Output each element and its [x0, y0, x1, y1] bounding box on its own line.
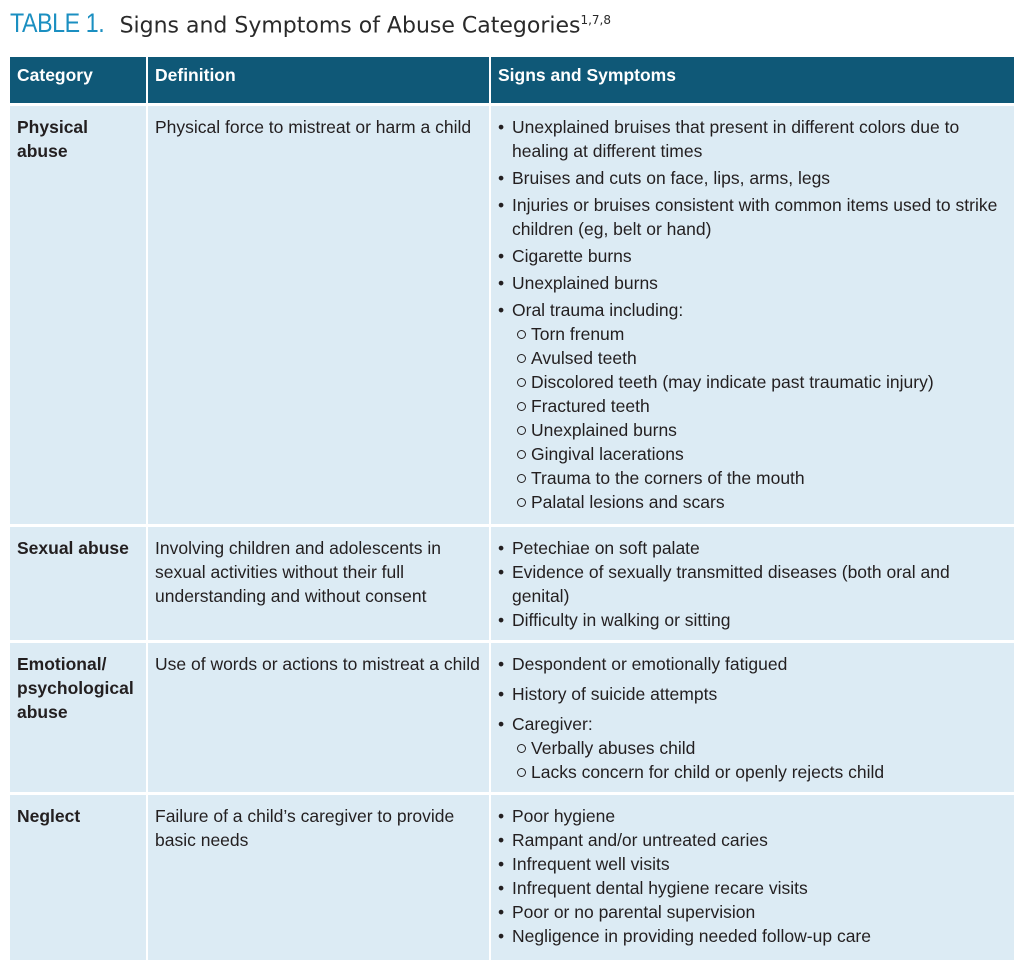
sign-item: • Unexplained bruises that present in different colors due to healing at different times: [498, 115, 1006, 163]
sub-sign-item: Torn frenum: [516, 322, 1006, 346]
sub-sign-item: Unexplained burns: [516, 418, 1006, 442]
reference-superscript: 1,7,8: [580, 12, 612, 27]
sub-sign-item: Gingival lacerations: [516, 442, 1006, 466]
sub-sign-item: Lacks concern for child or openly rejects child: [516, 760, 1006, 784]
sub-signs-list: [512, 322, 1006, 514]
signs-list: [498, 804, 1006, 948]
table-title: [120, 13, 611, 38]
signs-cell: [490, 105, 1014, 526]
sub-sign-item: Verbally abuses child: [516, 736, 1006, 760]
sign-item: • Rampant and/or untreated caries: [498, 828, 1006, 852]
sign-item-label: Caregiver:: [512, 714, 593, 734]
definition-cell: Involving children and adolescents in sexual activities without their full understanding and without consent: [147, 526, 490, 642]
sign-item: • Bruises and cuts on face, lips, arms, legs: [498, 166, 1006, 190]
signs-list: [498, 652, 1006, 784]
sign-item: • Difficulty in walking or sitting: [498, 608, 1006, 632]
signs-cell: [490, 526, 1014, 642]
sub-sign-item: Trauma to the corners of the mouth: [516, 466, 1006, 490]
category-cell: Sexual abuse: [10, 526, 147, 642]
table-row: [10, 642, 1014, 794]
sign-item: • Evidence of sexually transmitted diseases (both oral and genital): [498, 560, 1006, 608]
abuse-signs-table: [10, 57, 1014, 960]
sign-item-with-sublist: [498, 298, 1006, 514]
sign-item: • Despondent or emotionally fatigued: [498, 652, 1006, 676]
table-title-text: Signs and Symptoms of Abuse Categories: [119, 13, 581, 38]
category-cell: Physical abuse: [10, 105, 147, 526]
definition-cell: Use of words or actions to mistreat a child: [147, 642, 490, 794]
category-cell: Emotional/ psychological abuse: [10, 642, 147, 794]
signs-cell: [490, 794, 1014, 960]
definition-cell: Failure of a child’s caregiver to provide basic needs: [147, 794, 490, 960]
category-cell: Neglect: [10, 794, 147, 960]
header-row: [10, 57, 1014, 105]
sign-item: • Infrequent dental hygiene recare visits: [498, 876, 1006, 900]
sign-item: • Unexplained burns: [498, 271, 1006, 295]
signs-cell: [490, 642, 1014, 794]
table-row: [10, 794, 1014, 960]
sub-sign-item: Palatal lesions and scars: [516, 490, 1006, 514]
table-caption: [10, 8, 611, 48]
signs-list: [498, 536, 1006, 632]
sign-item: • Poor or no parental supervision: [498, 900, 1006, 924]
sign-item-with-sublist: [498, 712, 1006, 784]
sign-item-label: Oral trauma including:: [512, 300, 684, 320]
sign-item: • Infrequent well visits: [498, 852, 1006, 876]
sub-signs-list: [512, 736, 1006, 784]
header-signs: Signs and Symptoms: [490, 57, 1014, 105]
header-category: Category: [10, 57, 147, 105]
sign-item: • History of suicide attempts: [498, 682, 1006, 706]
signs-list: [498, 115, 1006, 514]
sign-item: • Negligence in providing needed follow-up care: [498, 924, 1006, 948]
sub-sign-item: Avulsed teeth: [516, 346, 1006, 370]
sub-sign-item: Discolored teeth (may indicate past traumatic injury): [516, 370, 1006, 394]
sign-item: • Cigarette burns: [498, 244, 1006, 268]
table-row: [10, 105, 1014, 526]
sign-item: • Injuries or bruises consistent with common items used to strike children (eg, belt or hand): [498, 193, 1006, 241]
definition-cell: Physical force to mistreat or harm a child: [147, 105, 490, 526]
table-row: [10, 526, 1014, 642]
sign-item: • Petechiae on soft palate: [498, 536, 1006, 560]
table-number: TABLE 1.: [10, 8, 105, 38]
sub-sign-item: Fractured teeth: [516, 394, 1006, 418]
header-definition: Definition: [147, 57, 490, 105]
sign-item: • Poor hygiene: [498, 804, 1006, 828]
